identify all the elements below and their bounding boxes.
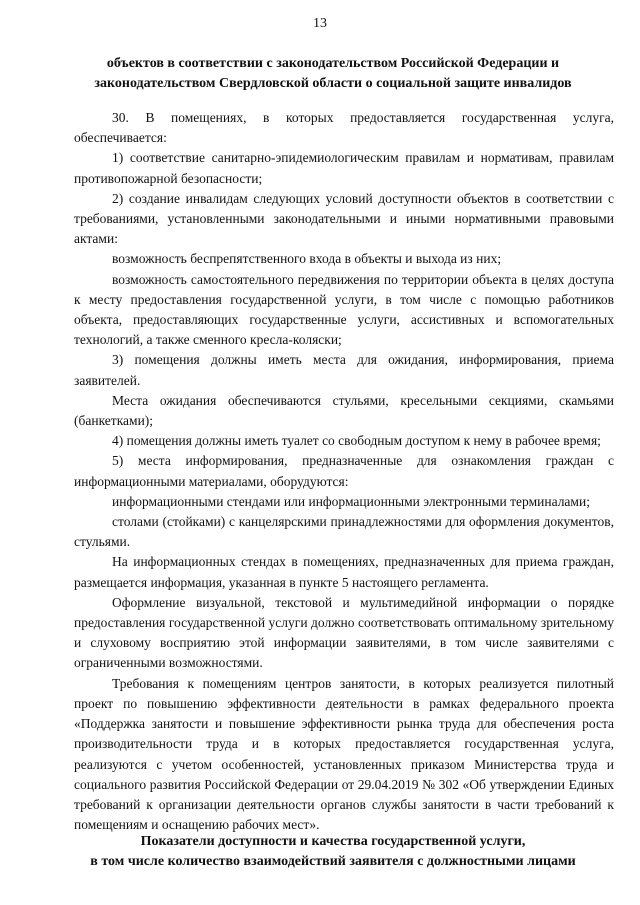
paragraph: 2) создание инвалидам следующих условий доступности объектов в соответствии с требованиями, установленными законодательными и иными нормативными правовыми актами: bbox=[74, 190, 614, 247]
paragraph: Места ожидания обеспечиваются стульями, кресельными секциями, скамьями (банкетками); bbox=[74, 392, 614, 429]
paragraph: 4) помещения должны иметь туалет со свободным доступом к нему в рабочее время; bbox=[112, 433, 601, 449]
heading-top-line-2: законодательством Свердловской области о социальной защите инвалидов bbox=[94, 76, 572, 91]
paragraph: 30. В помещениях, в которых предоставляется государственная услуга, обеспечивается: bbox=[74, 110, 614, 146]
paragraph: Требования к помещениям центров занятости, в которых реализуется пилотный проект по повышению эффективности деятельности в рамках федерального проекта «Поддержка занятости и повышение эффективности рынка труда для обеспечения роста производительности труда и в которых предоставляется государственная услуга, реализуются с учетом особенностей, установленных приказом Министерства труда и социального развития Российской Федерации от 29.04.2019 № 302 «Об утверждении Единых требований к организации деятельности органов службы занятости в части требований к помещениям и оснащению рабочих мест». bbox=[74, 675, 614, 833]
paragraph: возможность самостоятельного передвижения по территории объекта в целях доступа к месту предоставления государственной услуги, в том числе с помощью работников объекта, предоставляющих государственные услуги, ассистивных и вспомогательных технологий, а также сменного кресла-коляски; bbox=[74, 271, 614, 348]
paragraph: столами (стойками) с канцелярскими принадлежностями для оформления документов, стульями. bbox=[74, 514, 614, 550]
page-number: 13 bbox=[313, 16, 327, 31]
heading-bottom-line-1: Показатели доступности и качества государственной услуги, bbox=[140, 834, 526, 849]
paragraph: 1) соответствие санитарно-эпидемиологическим правилам и нормативам, правилам противопожарной безопасности; bbox=[74, 150, 614, 186]
heading-top-line-1: объектов в соответствии с законодательством Российской Федерации и bbox=[106, 56, 560, 71]
heading-bottom-line-2: в том числе количество взаимодействий заявителя с должностными лицами bbox=[90, 854, 576, 869]
section-heading-bottom bbox=[60, 832, 606, 872]
paragraph: На информационных стендах в помещениях, предназначенных для приема граждан, размещается информация, указанная в пункте 5 настоящего регламента. bbox=[74, 554, 614, 590]
paragraph: Оформление визуальной, текстовой и мультимедийной информации о порядке предоставления государственной услуги должно соответствовать оптимальному зрительному и слуховому восприятию этой информации заявителями, в том числе заявителями с ограниченными возможностями. bbox=[74, 594, 614, 671]
paragraph: возможность беспрепятственного входа в объекты и выхода из них; bbox=[112, 251, 502, 267]
paragraph: информационными стендами или информационными электронными терминалами; bbox=[112, 493, 590, 509]
section-heading-top bbox=[60, 54, 606, 94]
paragraph: 3) помещения должны иметь места для ожидания, информирования, приема заявителей. bbox=[74, 352, 614, 388]
document-body bbox=[74, 108, 614, 835]
paragraph: 5) места информирования, предназначенные для ознакомления граждан с информационными материалами, оборудуются: bbox=[74, 453, 614, 489]
